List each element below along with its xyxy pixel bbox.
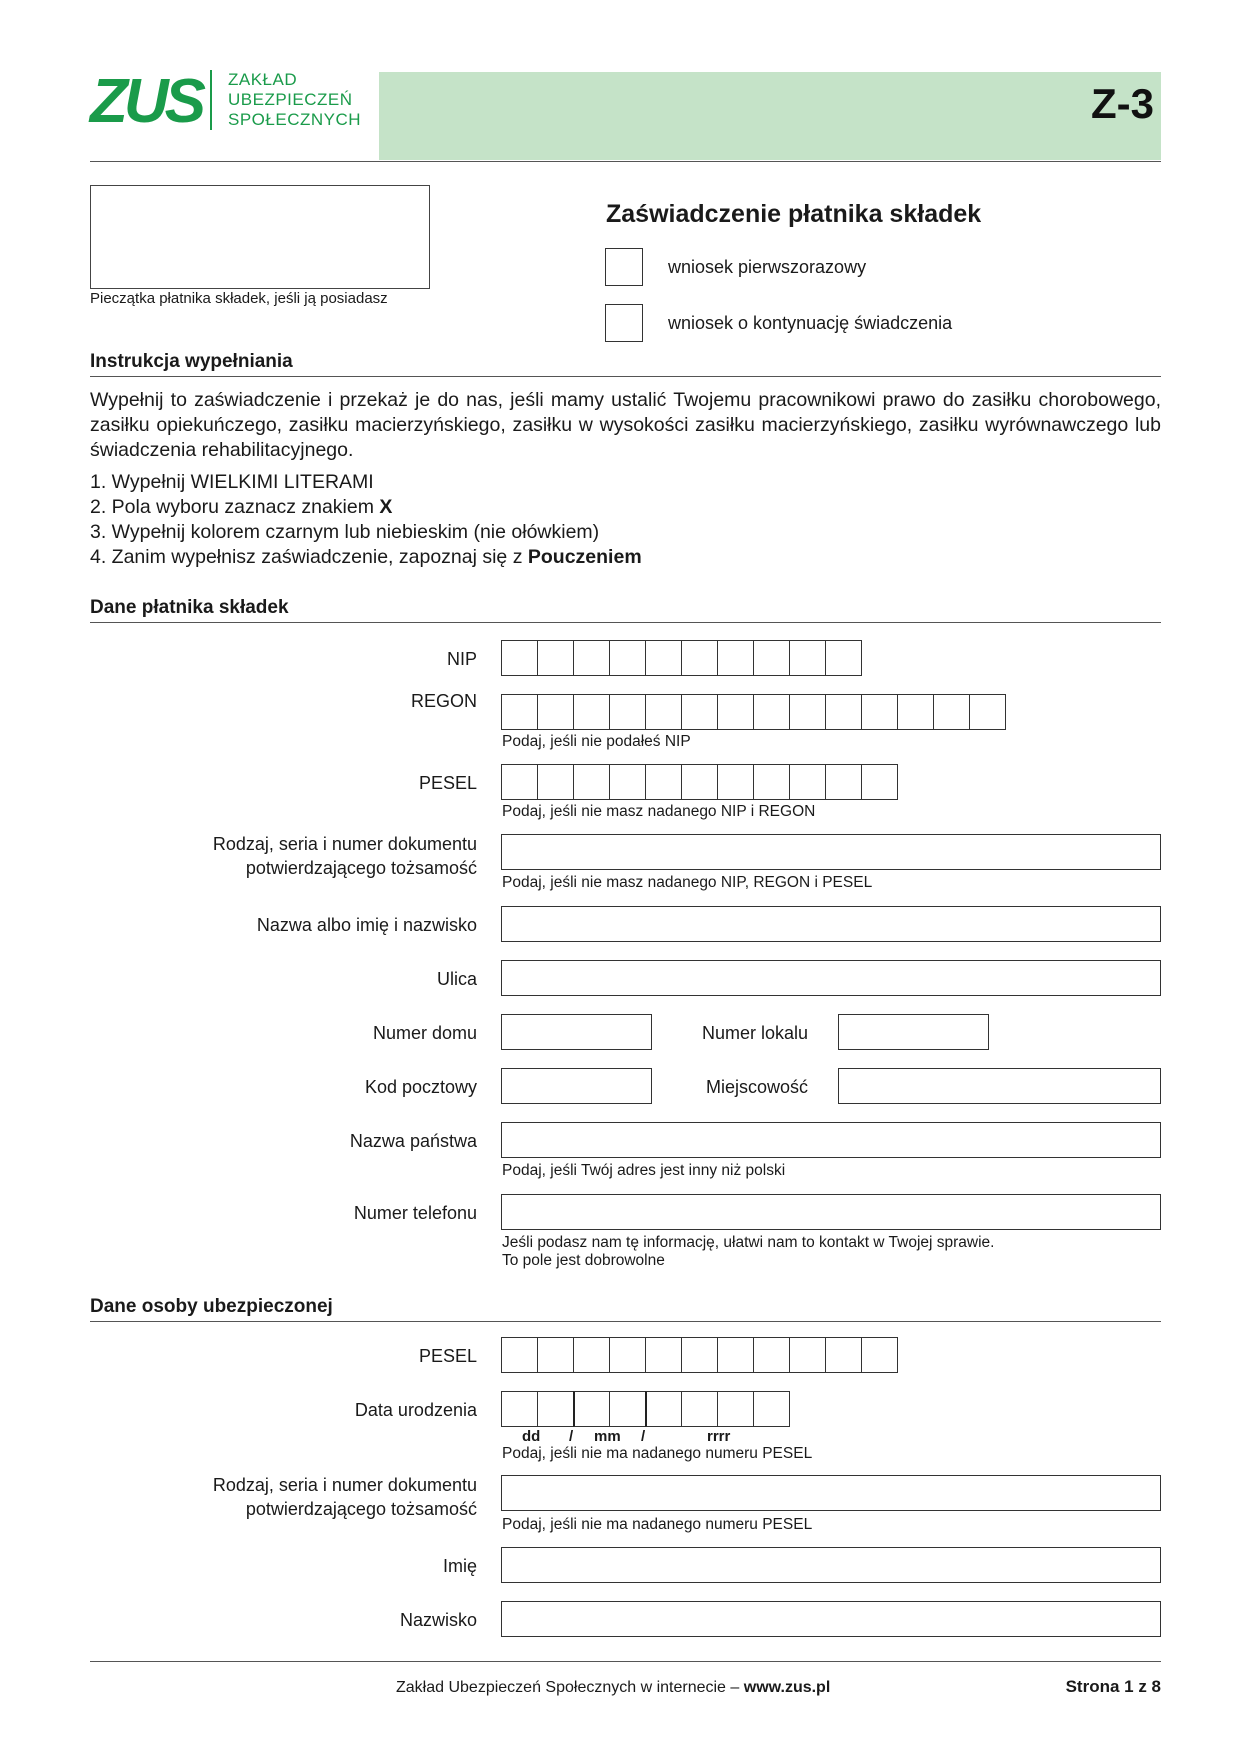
nip-cell[interactable]	[681, 640, 718, 676]
payer-postcode-field[interactable]	[501, 1068, 652, 1104]
form-title: Zaświadczenie płatnika składek	[606, 200, 982, 228]
pesel-cell[interactable]	[501, 764, 538, 800]
stamp-box[interactable]	[90, 185, 430, 289]
instructions-divider	[90, 376, 1161, 377]
insured-pesel-grid[interactable]	[501, 1337, 898, 1373]
insured-first-name-label: Imię	[442, 1556, 477, 1576]
dob-yyyy-legend: rrrr	[707, 1428, 731, 1445]
pesel-cell[interactable]	[753, 1337, 790, 1373]
dob-dd-legend: dd	[522, 1428, 541, 1445]
payer-nip-label: NIP	[446, 649, 477, 669]
dob-day-cell[interactable]	[537, 1391, 574, 1427]
insured-divider	[90, 1321, 1161, 1322]
form-code: Z-3	[1091, 80, 1154, 127]
payer-id-document-field[interactable]	[501, 834, 1161, 870]
regon-cell[interactable]	[537, 694, 574, 730]
nip-cell[interactable]	[753, 640, 790, 676]
pesel-cell[interactable]	[501, 1337, 538, 1373]
pesel-cell[interactable]	[717, 1337, 754, 1373]
payer-doc-hint: Podaj, jeśli nie masz nadanego NIP, REGON i PESEL	[502, 874, 873, 891]
pesel-cell[interactable]	[681, 764, 718, 800]
insured-last-name-label: Nazwisko	[399, 1610, 477, 1630]
nip-cell[interactable]	[645, 640, 682, 676]
pesel-cell[interactable]	[609, 1337, 646, 1373]
pesel-cell[interactable]	[681, 1337, 718, 1373]
pesel-cell[interactable]	[717, 764, 754, 800]
pesel-cell[interactable]	[573, 1337, 610, 1373]
insured-dob-label: Data urodzenia	[354, 1400, 477, 1420]
payer-regon-grid[interactable]	[501, 694, 1006, 730]
regon-cell[interactable]	[789, 694, 826, 730]
regon-cell[interactable]	[609, 694, 646, 730]
continuation-label: wniosek o kontynuację świadczenia	[668, 313, 953, 333]
insured-first-name-field[interactable]	[501, 1547, 1161, 1583]
payer-postcode-label: Kod pocztowy	[364, 1077, 477, 1097]
instructions-list	[90, 470, 642, 570]
pesel-cell[interactable]	[825, 764, 862, 800]
zus-logo	[90, 67, 202, 136]
insured-doc-label: Rodzaj, seria i numer dokumentu potwierdzającego tożsamość	[212, 1475, 477, 1519]
pesel-cell[interactable]	[645, 764, 682, 800]
pesel-cell[interactable]	[789, 1337, 826, 1373]
pesel-cell[interactable]	[825, 1337, 862, 1373]
footer-divider	[90, 1661, 1161, 1662]
payer-divider	[90, 622, 1161, 623]
regon-cell[interactable]	[861, 694, 898, 730]
dob-year-cell[interactable]	[645, 1391, 682, 1427]
dob-day-cell[interactable]	[501, 1391, 538, 1427]
payer-city-label: Miejscowość	[706, 1077, 809, 1097]
insured-heading: Dane osoby ubezpieczonej	[90, 1296, 333, 1317]
regon-cell[interactable]	[897, 694, 934, 730]
instruction-item-1: 1. Wypełnij WIELKIMI LITERAMI	[90, 471, 374, 493]
payer-street-field[interactable]	[501, 960, 1161, 996]
payer-country-label: Nazwa państwa	[349, 1131, 477, 1151]
regon-cell[interactable]	[753, 694, 790, 730]
first-application-label: wniosek pierwszorazowy	[668, 257, 867, 277]
pesel-cell[interactable]	[789, 764, 826, 800]
payer-phone-label: Numer telefonu	[353, 1203, 477, 1223]
payer-pesel-grid[interactable]	[501, 764, 898, 800]
pesel-cell[interactable]	[861, 764, 898, 800]
pesel-cell[interactable]	[609, 764, 646, 800]
instructions-paragraph: Wypełnij to zaświadczenie i przekaż je do nas, jeśli mamy ustalić Twojemu pracownikowi prawo do zasiłku chorobowego, zasiłku opiekuńczego, zasiłku macierzyńskiego, zasiłku w wysokości zasiłku macierzyńskiego, zasiłku wyrównawczego lub świadczenia rehabilitacyjnego.	[90, 389, 1161, 461]
regon-cell[interactable]	[717, 694, 754, 730]
payer-name-label: Nazwa albo imię i nazwisko	[256, 915, 477, 935]
payer-house-number-label: Numer domu	[372, 1023, 477, 1043]
header-divider	[90, 161, 1161, 162]
header-band	[379, 72, 1161, 160]
nip-cell[interactable]	[501, 640, 538, 676]
pesel-cell[interactable]	[537, 1337, 574, 1373]
pesel-cell[interactable]	[573, 764, 610, 800]
payer-name-field[interactable]	[501, 906, 1161, 942]
regon-cell[interactable]	[933, 694, 970, 730]
payer-flat-number-label: Numer lokalu	[702, 1023, 809, 1043]
nip-cell[interactable]	[609, 640, 646, 676]
instruction-item-3: 3. Wypełnij kolorem czarnym lub niebieskim (nie ołówkiem)	[90, 521, 600, 543]
org-name: ZAKŁAD UBEZPIECZEŃ SPOŁECZNYCH	[228, 70, 362, 129]
dob-year-cell[interactable]	[753, 1391, 790, 1427]
regon-cell[interactable]	[501, 694, 538, 730]
pesel-cell[interactable]	[861, 1337, 898, 1373]
first-application-checkbox[interactable]	[605, 248, 643, 286]
regon-cell[interactable]	[969, 694, 1006, 730]
payer-doc-label: Rodzaj, seria i numer dokumentu potwierdzającego tożsamość	[212, 834, 477, 878]
payer-nip-grid[interactable]	[501, 640, 862, 676]
pesel-cell[interactable]	[645, 1337, 682, 1373]
continuation-checkbox[interactable]	[605, 304, 643, 342]
payer-phone-field[interactable]	[501, 1194, 1161, 1230]
payer-street-label: Ulica	[436, 969, 477, 989]
payer-country-hint: Podaj, jeśli Twój adres jest inny niż polski	[502, 1162, 786, 1179]
instruction-item-4: 4. Zanim wypełnisz zaświadczenie, zapoznaj się z Pouczeniem	[90, 546, 642, 568]
payer-house-number-field[interactable]	[501, 1014, 652, 1050]
dob-month-cell[interactable]	[609, 1391, 646, 1427]
payer-regon-label: REGON	[410, 691, 477, 711]
payer-city-field[interactable]	[838, 1068, 1161, 1104]
stamp-caption: Pieczątka płatnika składek, jeśli ją posiadasz	[90, 290, 388, 307]
insured-pesel-label: PESEL	[418, 1346, 477, 1366]
insured-doc-hint: Podaj, jeśli nie ma nadanego numeru PESEL	[502, 1516, 813, 1533]
dob-year-cell[interactable]	[681, 1391, 718, 1427]
pesel-cell[interactable]	[537, 764, 574, 800]
zus-website-link[interactable]: www.zus.pl	[743, 1679, 831, 1696]
regon-cell[interactable]	[681, 694, 718, 730]
instructions-heading: Instrukcja wypełniania	[90, 351, 293, 372]
nip-cell[interactable]	[573, 640, 610, 676]
regon-cell[interactable]	[645, 694, 682, 730]
payer-flat-number-field[interactable]	[838, 1014, 989, 1050]
payer-regon-hint: Podaj, jeśli nie podałeś NIP	[502, 733, 691, 750]
insured-id-document-field[interactable]	[501, 1475, 1161, 1511]
payer-country-field[interactable]	[501, 1122, 1161, 1158]
insured-dob-hint: Podaj, jeśli nie ma nadanego numeru PESEL	[502, 1445, 813, 1462]
dob-separator: /	[569, 1428, 574, 1445]
payer-pesel-hint: Podaj, jeśli nie masz nadanego NIP i REGON	[502, 803, 816, 820]
page-number: Strona 1 z 8	[1065, 1677, 1161, 1696]
regon-cell[interactable]	[573, 694, 610, 730]
pesel-cell[interactable]	[753, 764, 790, 800]
payer-heading: Dane płatnika składek	[90, 597, 289, 618]
dob-year-cell[interactable]	[717, 1391, 754, 1427]
regon-cell[interactable]	[825, 694, 862, 730]
dob-mm-legend: mm	[594, 1428, 621, 1445]
footer-text: Zakład Ubezpieczeń Społecznych w internecie – www.zus.pl	[396, 1679, 831, 1696]
svg-text:ZUS: ZUS	[90, 67, 202, 136]
logo-separator	[210, 70, 212, 130]
dob-month-cell[interactable]	[573, 1391, 610, 1427]
nip-cell[interactable]	[789, 640, 826, 676]
nip-cell[interactable]	[825, 640, 862, 676]
instruction-item-2: 2. Pola wyboru zaznacz znakiem X	[90, 496, 393, 518]
payer-pesel-label: PESEL	[418, 773, 477, 793]
dob-separator: /	[641, 1428, 646, 1445]
insured-dob-grid[interactable]	[501, 1391, 790, 1427]
insured-last-name-field[interactable]	[501, 1601, 1161, 1637]
payer-phone-hint: Jeśli podasz nam tę informację, ułatwi nam to kontakt w Twojej sprawie. To pole jest dobrowolne	[502, 1234, 995, 1269]
nip-cell[interactable]	[717, 640, 754, 676]
nip-cell[interactable]	[537, 640, 574, 676]
